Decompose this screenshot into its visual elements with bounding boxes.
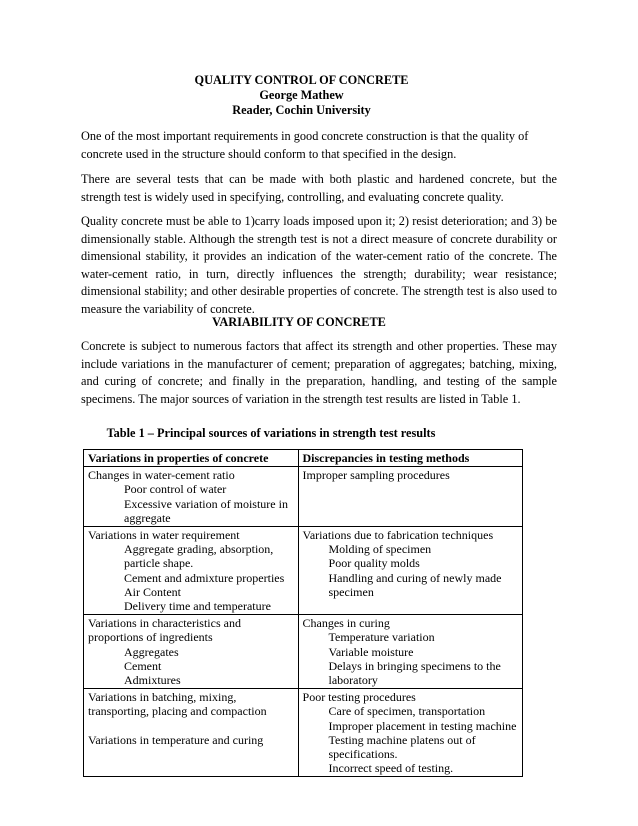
cell-item: Cement: [124, 658, 162, 673]
table-caption: Table 1 – Principal sources of variations in strength test results: [106, 426, 436, 440]
author-name: George Mathew: [259, 88, 344, 102]
quality-paragraph: Quality concrete must be able to 1)carry loads imposed upon it; 2) resist deterioration; and 3) be dimensionally stable. Although the strength test is not a direct measure of concrete durability or dimensional stability, it provides an indication of the water-cement ratio of the concrete. The water-cement ratio, in turn, directly influences the strength; durability; wear resistance; dimensional stability; and other desirable properties of concrete. The strength test is also used to measure the variability of concrete.: [81, 214, 557, 316]
cell-item: Incorrect speed of testing.: [328, 761, 454, 776]
variability-paragraph: Concrete is subject to numerous factors that affect its strength and other properties. These may include variations in the manufacturer of cement; preparation of aggregates; batching, mixing, and curing of concrete; and finally in the preparation, handling, and testing of the sample specimens. The major sources of variation in the strength test results are listed in Table 1.: [81, 339, 557, 406]
cell-item: Poor quality molds: [328, 556, 420, 571]
cell-item: Molding of specimen: [328, 542, 432, 557]
table-cell: [298, 689, 522, 777]
cell-item: Cement and admixture properties: [124, 570, 285, 585]
title-block: [81, 73, 522, 118]
table-header-cell: Discrepancies in testing methods: [298, 450, 522, 467]
cell-item: Admixtures: [124, 673, 181, 688]
table-header-cell: Variations in properties of concrete: [84, 450, 299, 467]
table-cell: [298, 527, 522, 615]
cell-item: Handling and curing of newly made specimen: [328, 570, 502, 599]
intro-paragraph: One of the most important requirements in good concrete construction is that the quality of concrete used in the structure should conform to that specified in the design.: [81, 129, 529, 161]
document-title: QUALITY CONTROL OF CONCRETE: [194, 73, 409, 87]
cell-item: Aggregates: [124, 644, 179, 659]
cell-item: Care of specimen, transportation: [328, 704, 486, 719]
table-row: [84, 689, 523, 777]
cell-title: Changes in water-cement ratio: [88, 468, 235, 483]
table-cell: [84, 689, 299, 777]
tests-paragraph: There are several tests that can be made with both plastic and hardened concrete, but the strength test is widely used in specifying, controlling, and evaluating concrete quality.: [81, 172, 557, 204]
cell-item: Temperature variation: [328, 630, 435, 645]
cell-item: Delivery time and temperature: [124, 599, 271, 614]
cell-title: Variations in batching, mixing, transporting, placing and compaction: [88, 690, 267, 719]
table-row: [84, 615, 523, 689]
table-row: [84, 467, 523, 527]
cell-title: Improper sampling procedures: [302, 468, 450, 483]
cell-item: Excessive variation of moisture in aggregate: [124, 496, 288, 525]
cell-title: Variations in water requirement: [88, 528, 240, 543]
cell-item: Delays in bringing specimens to the laboratory: [328, 658, 501, 688]
variations-table: [83, 449, 523, 777]
table-cell: [298, 615, 522, 689]
cell-item: Poor control of water: [124, 482, 227, 497]
table-cell: [84, 467, 299, 527]
table-cell: [298, 467, 522, 527]
table-header-row: [84, 450, 523, 467]
cell-item: Improper placement in testing machine: [328, 718, 517, 733]
cell-title: Changes in curing: [302, 616, 390, 631]
cell-item: Aggregate grading, absorption, particle shape.: [124, 542, 274, 571]
cell-title: Variations due to fabrication techniques: [302, 528, 494, 543]
cell-title: Variations in characteristics and proportions of ingredients: [88, 616, 241, 645]
table-cell: [84, 615, 299, 689]
cell-title: Poor testing procedures: [302, 690, 416, 705]
author-affiliation: Reader, Cochin University: [232, 103, 371, 117]
cell-item: Air Content: [124, 584, 181, 599]
cell-title: Variations in temperature and curing: [88, 732, 264, 747]
cell-spacer: [88, 719, 294, 733]
table-cell: [84, 527, 299, 615]
table-row: [84, 527, 523, 615]
cell-item: Variable moisture: [328, 644, 414, 659]
cell-item: Testing machine platens out of specifications.: [328, 732, 476, 762]
section-heading: VARIABILITY OF CONCRETE: [212, 315, 386, 329]
